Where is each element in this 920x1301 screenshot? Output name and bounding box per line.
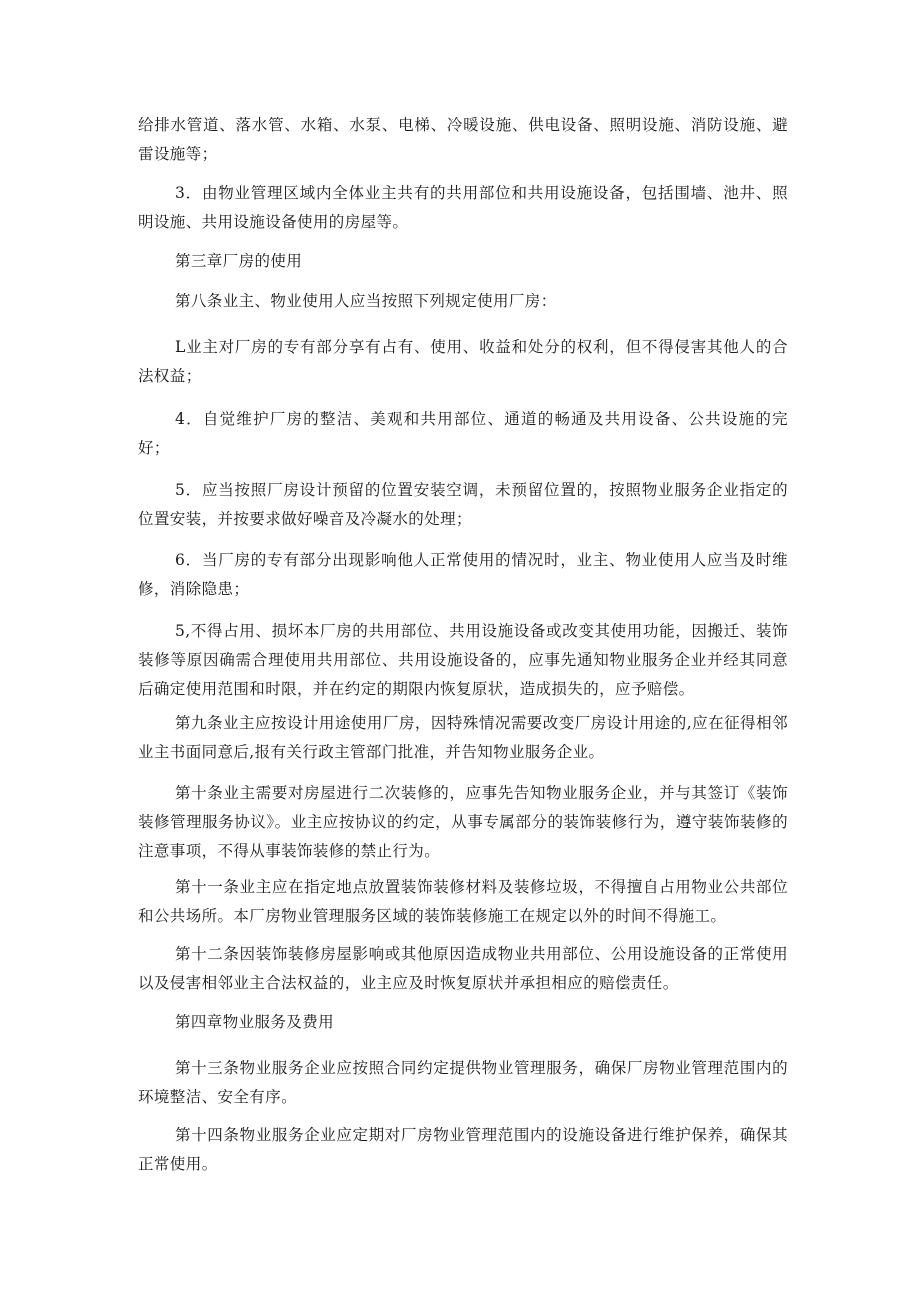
- paragraph-item-6-repair: 6．当厂房的专有部分出现影响他人正常使用的情况时，业主、物业使用人应当及时维修，消除隐患；: [138, 551, 788, 598]
- paragraph-item-5-air-conditioning: 5．应当按照厂房设计预留的位置安装空调，未预留位置的，按照物业服务企业指定的位置安装，并按要求做好噪音及冷凝水的处理；: [138, 481, 788, 528]
- paragraph-item-5-no-occupation: 5,不得占用、损坏本厂房的共用部位、共用设施设备或改变其使用功能，因搬迁、装饰装修等原因确需合理使用共用部位、共用设施设备的，应事先通知物业服务企业并经其同意后确定使用范围和时限，并在约定的期限内恢复原状，造成损失的，应予赔偿。: [138, 622, 788, 698]
- paragraph-item-3-common-areas: 3．由物业管理区域内全体业主共有的共用部位和共用设施设备，包括围墙、池井、照明设施、共用设施设备使用的房屋等。: [138, 184, 788, 231]
- chapter-3-heading: 第三章厂房的使用: [175, 252, 303, 270]
- article-10: 第十条业主需要对房屋进行二次装修的，应事先告知物业服务企业，并与其签订《装饰装修管理服务协议》。业主应按协议的约定，从事专属部分的装饰装修行为，遵守装饰装修的注意事项，不得从事装饰装修的禁止行为。: [138, 784, 788, 860]
- paragraph-continued-facilities: 给排水管道、落水管、水箱、水泵、电梯、冷暖设施、供电设备、照明设施、消防设施、避雷设施等；: [138, 116, 788, 163]
- article-8: 第八条业主、物业使用人应当按照下列规定使用厂房：: [175, 292, 557, 310]
- article-13: 第十三条物业服务企业应按照合同约定提供物业管理服务，确保厂房物业管理范围内的环境整洁、安全有序。: [138, 1059, 788, 1106]
- chapter-4-heading: 第四章物业服务及费用: [175, 1013, 335, 1031]
- article-12: 第十二条因装饰装修房屋影响或其他原因造成物业共用部位、公用设施设备的正常使用以及侵害相邻业主合法权益的，业主应及时恢复原状并承担相应的赔偿责任。: [138, 945, 788, 992]
- paragraph-item-4-maintain: 4．自觉维护厂房的整洁、美观和共用部位、通道的畅通及共用设备、公共设施的完好；: [138, 410, 788, 457]
- paragraph-item-1-rights: L业主对厂房的专有部分享有占有、使用、收益和处分的权利，但不得侵害其他人的合法权益；: [138, 338, 788, 385]
- article-14: 第十四条物业服务企业应定期对厂房物业管理范围内的设施设备进行维护保养，确保其正常使用。: [138, 1126, 788, 1173]
- article-11: 第十一条业主应在指定地点放置装饰装修材料及装修垃圾，不得擅自占用物业公共部位和公共场所。本厂房物业管理服务区域的装饰装修施工在规定以外的时间不得施工。: [138, 878, 788, 925]
- article-9: 第九条业主应按设计用途使用厂房，因特殊情况需要改变厂房设计用途的,应在征得相邻业主书面同意后,报有关行政主管部门批准，并告知物业服务企业。: [138, 714, 788, 761]
